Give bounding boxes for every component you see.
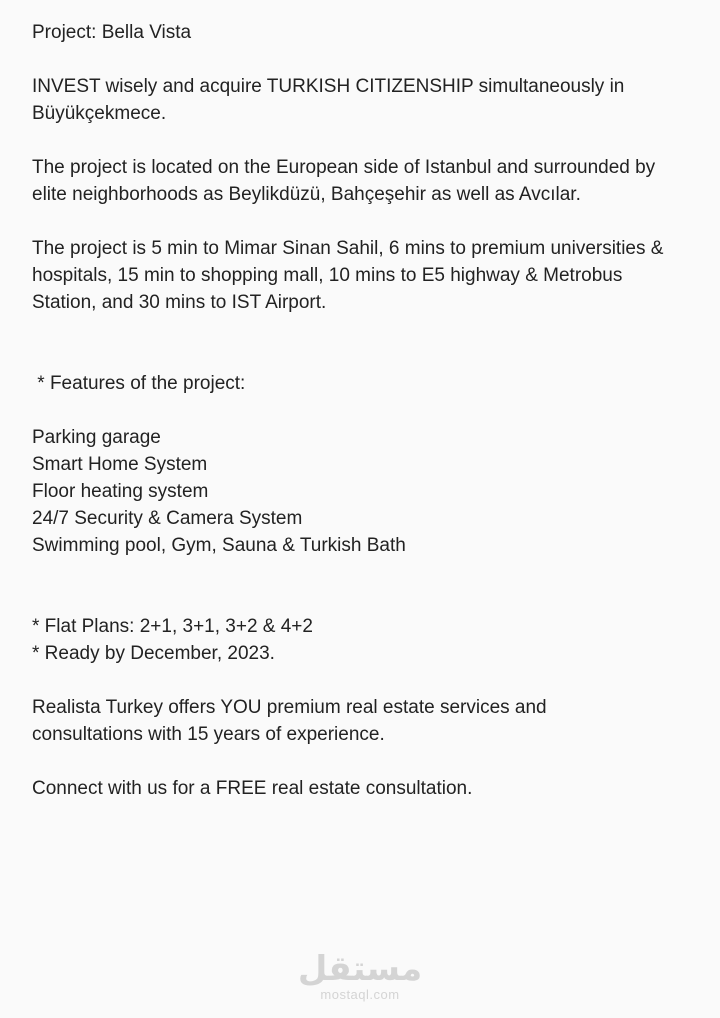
feature-item: Floor heating system — [32, 481, 209, 502]
flat-plans: * Flat Plans: 2+1, 3+1, 3+2 & 4+2 — [32, 616, 313, 637]
call-to-action: Connect with us for a FREE real estate consultation. — [32, 778, 473, 799]
offer-line-1: Realista Turkey offers YOU premium real estate services and — [32, 697, 547, 718]
location-paragraph: The project is located on the European side of Istanbul and surrounded by elite neighborhoods as Beylikdüzü, Bahçeşehir as well as Avcılar. — [32, 157, 656, 205]
feature-item: Swimming pool, Gym, Sauna & Turkish Bath — [32, 535, 406, 556]
watermark-logo — [0, 950, 720, 1002]
feature-item: Parking garage — [32, 427, 161, 448]
distances-paragraph: The project is 5 min to Mimar Sinan Sahil, 6 mins to premium universities & hospitals, 15 min to shopping mall, 10 mins to E5 highway & Metrobus Station, and 30 mins to IST Airport. — [32, 238, 664, 313]
feature-item: Smart Home System — [32, 454, 208, 475]
intro-paragraph: INVEST wisely and acquire TURKISH CITIZENSHIP simultaneously in Büyükçekmece. — [32, 76, 625, 124]
watermark-domain: mostaql.com — [320, 987, 400, 1002]
watermark-arabic: مستقل — [297, 949, 423, 989]
features-list — [32, 424, 692, 559]
document-body — [32, 19, 692, 802]
feature-item: 24/7 Security & Camera System — [32, 508, 303, 529]
offer-line-2: consultations with 15 years of experience. — [32, 724, 385, 745]
project-title: Project: Bella Vista — [32, 22, 192, 43]
ready-date: * Ready by December, 2023. — [32, 643, 275, 664]
features-heading: * Features of the project: — [32, 373, 246, 394]
